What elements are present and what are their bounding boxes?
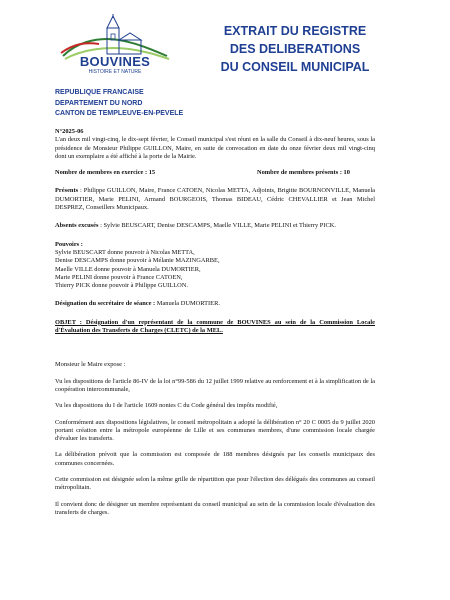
proxy-line: Denise DESCAMPS donne pouvoir à Mélanie MAZINGARBE, (55, 257, 220, 265)
secretary-paragraph (55, 300, 375, 308)
proxy-line: Maelle VILLE donne pouvoir à Manuela DUMORTIER, (55, 265, 201, 273)
org-canton: CANTON DE TEMPLEUVE-EN-PEVELE (55, 110, 184, 117)
body-paragraph: Vu les dispositions de l'article 86-IV de la loi n°99-586 du 12 juillet 1999 relative au renforcement et à la simplification de la coopération intercommunale, (55, 377, 375, 393)
org-republic: REPUBLIQUE FRANCAISE (55, 89, 144, 96)
logo-wordmark: BOUVINES (79, 54, 151, 69)
deliberation-number: N°2025-06 (55, 128, 84, 135)
body-paragraph: La délibération prévoit que la commission est composée de 188 membres désignés par les conseils municipaux des communes concernées. (55, 451, 375, 467)
speaker-line: Monsieur le Maire expose : (55, 361, 126, 369)
present-paragraph (55, 187, 375, 212)
secretary-label: Désignation du secrétaire de séance : (55, 300, 156, 308)
present-label: Présents (55, 187, 79, 195)
members-present: Nombre de membres présents : 10 (257, 169, 350, 177)
proxies-label: Pouvoirs : (55, 240, 83, 248)
title-line-2: DES DELIBERATIONS (229, 42, 361, 56)
proxy-line: Sylvie BEUSCART donne pouvoir à Nicolas METTA, (55, 248, 195, 256)
body-paragraph: Conformément aux dispositions législatives, le conseil métropolitain a adopté la délibération n° 20 C 0005 du 9 juillet 2020 portant création entre la métropole européenne de Lille et ses communes membres, d'une commission locale chargée d'évaluer les transferts. (55, 418, 375, 443)
object-heading: OBJET : Désignation d'un représentant de la commune de BOUVINES au sein de la Commission Locale d'Évaluation des Transferts de Charges (CLETC) de la MEL. (55, 318, 375, 335)
excused-label: Absents excusés (55, 222, 99, 230)
bouvines-logo (55, 14, 175, 80)
document-title (180, 22, 410, 76)
title-line-3: DU CONSEIL MUNICIPAL (220, 60, 370, 74)
member-counts (55, 169, 375, 177)
body-paragraph: Il convient donc de désigner un membre représentant du conseil municipal au sein de la commission locale d'évaluation des transferts de charges. (55, 500, 375, 516)
intro-paragraph: L'an deux mil vingt-cinq, le dix-sept février, le Conseil municipal s'est réuni en la salle du Conseil à dix-neuf heures, sous la présidence de Monsieur Philippe GUILLON, Maire, en suite de convocation en date du onze février deux mil vingt-cinq dont un exemplaire a été affiché à la porte de la Mairie. (55, 136, 375, 160)
present-text: : Philippe GUILLON, Maire, France CATOEN, Nicolas METTA, Adjoints, Brigitte BOURNONVILLE, Manuela DUMORTIER, Marie PELINI, Armand BOURGEOIS, Thomas BIDEAU, Cédric CHEVALLIER et Jean Michel DESPREZ, Conseillers Municipaux. (55, 187, 375, 212)
excused-paragraph (55, 222, 375, 230)
proxy-line: Thierry PICK donne pouvoir à Philippe GUILLON. (55, 282, 188, 290)
logo-tagline: HISTOIRE ET NATURE (88, 69, 142, 75)
deliberation-body (55, 128, 375, 517)
body-paragraph: Cette commission est désignée selon la même grille de répartition que pour l'élection des délégués des communes au conseil métropolitain. (55, 476, 375, 492)
members-in-office: Nombre de membres en exercice : 15 (55, 169, 156, 177)
proxy-line: Marie PELINI donne pouvoir à France CATOEN, (55, 273, 183, 281)
secretary-name: Manuela DUMORTIER. (155, 300, 220, 308)
title-line-1: EXTRAIT DU REGISTRE (223, 24, 367, 38)
org-department: DEPARTEMENT DU NORD (55, 99, 143, 107)
organization-block (55, 88, 183, 120)
body-paragraph: Vu les dispositions du I de l'article 1609 nonies C du Code général des impôts modifié, (55, 402, 278, 410)
excused-text: : Sylvie BEUSCART, Denise DESCAMPS, Maelle VILLE, Marie PELINI et Thierry PICK. (98, 222, 336, 230)
